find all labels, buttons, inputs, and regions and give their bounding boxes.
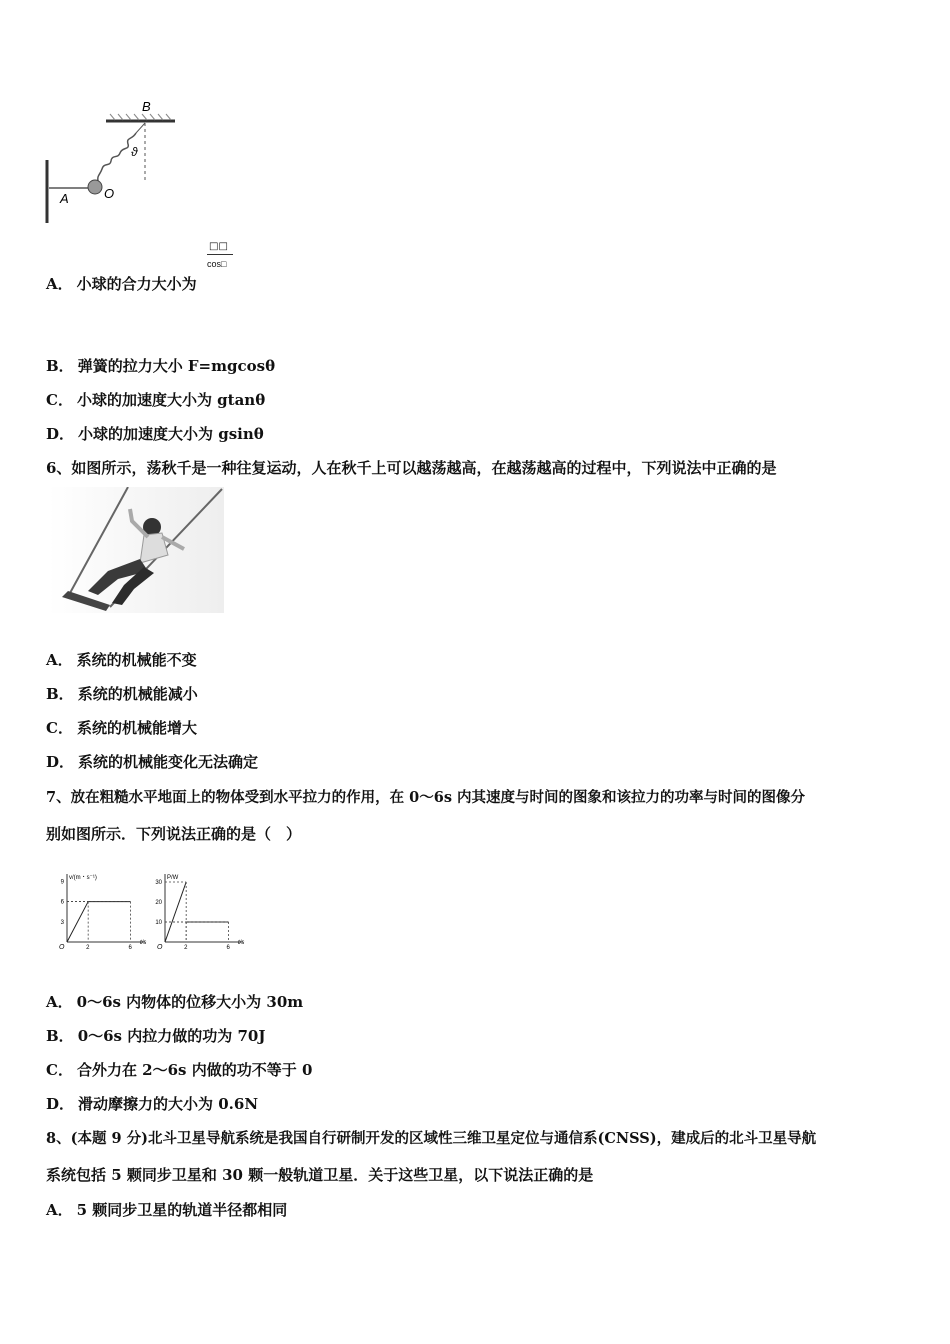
p-chart-xtick-label: 6 [226,945,230,950]
label-b: B [142,99,151,114]
q7-option-d: D． 滑动摩擦力的大小为 0.6N [46,1095,259,1113]
label-o: O [104,186,115,201]
q8-stem-line2: 系统包括 5 颗同步卫星和 30 颗一般轨道卫星．关于这些卫星，以下说法正确的是 [46,1166,594,1184]
q6-option-a: A． 系统的机械能不变 [46,651,197,669]
fraction-bar [207,254,233,255]
p-chart-origin-label: O [157,944,163,950]
v-chart-origin-label: O [59,944,65,950]
q6-option-d: D． 系统的机械能变化无法确定 [46,753,259,771]
q8-stem-line1: 8、(本题 9 分)北斗卫星导航系统是我国自行研制开发的区域性三维卫星定位与通信系(CNSS)，建成后的北斗卫星导航 [46,1130,817,1147]
velocity-time-chart [55,870,155,950]
v-chart-ytick-label: 6 [60,899,64,906]
label-a: A [60,191,69,206]
label-theta: ϑ [131,145,138,159]
v-chart-ytick-label: 9 [60,879,64,886]
p-chart-ytick-label: 20 [155,900,162,906]
p-chart-ytick-label: 10 [155,920,162,926]
q5-option-b: B． 弹簧的拉力大小 F=mgcosθ [46,357,276,375]
v-chart-ytick-label: 3 [60,919,64,926]
fraction-numerator: □□ [209,241,228,252]
q7-option-b: B． 0～6s 内拉力做的功为 70J [46,1027,266,1045]
power-time-chart [153,870,253,950]
v-chart-ylabel: v/(m・s⁻¹) [69,875,97,881]
q7-option-a: A． 0～6s 内物体的位移大小为 30m [46,993,304,1011]
p-chart-ytick-label: 30 [155,880,162,886]
fraction-denominator: cos□ [207,259,227,269]
q5-option-a: A． 小球的合力大小为 [46,275,197,293]
q7-stem-line2: 别如图所示．下列说法正确的是（ ） [46,825,302,843]
v-chart-series-main-segment [67,902,88,942]
p-chart-series-rising-segment [165,882,186,942]
v-chart-xlabel: t/s [140,940,147,946]
q5-option-c: C． 小球的加速度大小为 gtanθ [46,391,266,409]
spring-ball-diagram [40,95,190,230]
v-chart-xtick-label: 6 [128,945,132,950]
p-chart-xlabel: t/s [238,940,245,946]
q5-option-d: D． 小球的加速度大小为 gsinθ [46,425,264,443]
q6-stem: 6、如图所示，荡秋千是一种往复运动，人在秋千上可以越荡越高，在越荡越高的过程中，下列说法中正确的是 [46,459,777,477]
q6-option-b: B． 系统的机械能减小 [46,685,198,703]
q6-option-c: C． 系统的机械能增大 [46,719,197,737]
p-chart-xtick-label: 2 [184,945,188,950]
q8-option-a: A． 5 颗同步卫星的轨道半径都相同 [46,1201,288,1219]
swing-photo [48,487,224,613]
p-chart-ylabel: P/W [167,875,179,881]
q7-stem-line1: 7、放在粗糙水平地面上的物体受到水平拉力的作用，在 0～6s 内其速度与时间的图象和该拉力的功率与时间的图像分 [46,789,806,806]
q7-option-c: C． 合外力在 2～6s 内做的功不等于 0 [46,1061,313,1079]
v-chart-xtick-label: 2 [86,945,90,950]
